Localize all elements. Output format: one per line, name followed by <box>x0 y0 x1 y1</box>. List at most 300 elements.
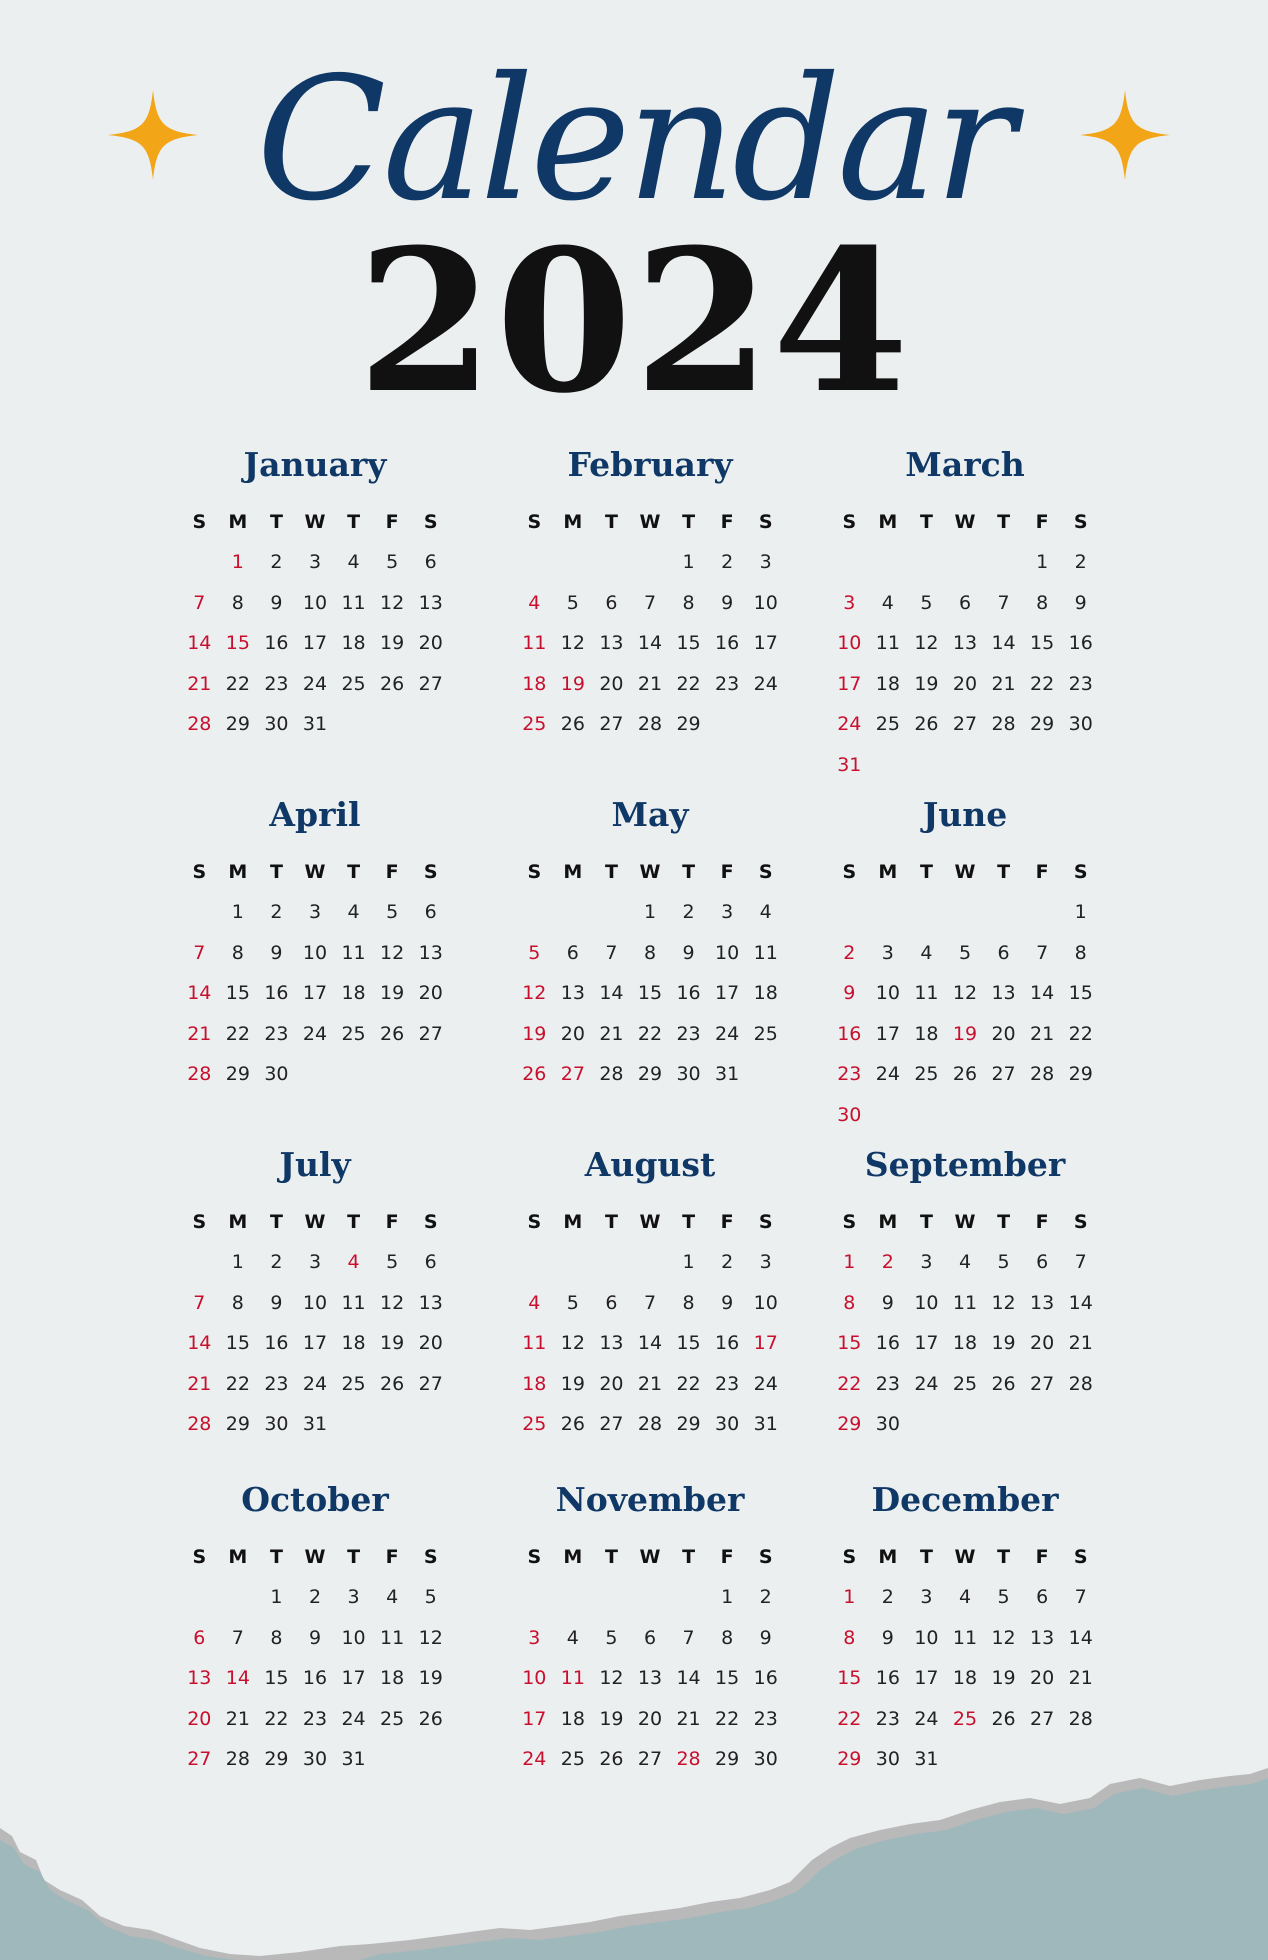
day-cell: 16 <box>875 1667 900 1689</box>
day-cell: 4 <box>347 901 360 923</box>
weekday-label: T <box>347 861 361 883</box>
day-cell: 11 <box>380 1626 405 1649</box>
day-cell: 7 <box>231 1626 244 1649</box>
day-cell: 30 <box>264 713 289 735</box>
holiday-day: 26 <box>522 1063 547 1085</box>
day-cell: 22 <box>225 1372 250 1395</box>
holiday-day: 28 <box>676 1748 701 1770</box>
day-cell: 23 <box>676 1022 701 1045</box>
torn-paper-decoration <box>0 1740 1268 1960</box>
day-cell: 21 <box>637 1372 663 1395</box>
day-cell: 19 <box>380 632 405 654</box>
weekday-label: T <box>997 861 1011 883</box>
day-cell: 4 <box>920 941 933 964</box>
holiday-day: 4 <box>347 1251 360 1273</box>
day-cell: 24 <box>302 1372 328 1395</box>
weekday-label: F <box>1035 511 1049 533</box>
day-cell: 3 <box>920 1586 933 1608</box>
day-cell: 27 <box>599 1413 624 1435</box>
empty-cell <box>631 542 670 583</box>
weekday-label: F <box>720 1211 734 1233</box>
day-cell: 24 <box>302 1022 328 1045</box>
day-cell: 8 <box>231 941 244 964</box>
weekday-label: M <box>878 511 898 533</box>
day-cell: 10 <box>753 1291 778 1314</box>
day-cell: 29 <box>676 1413 701 1435</box>
weekday-label: S <box>842 1211 857 1233</box>
day-cell: 31 <box>302 713 328 735</box>
weekday-label: F <box>720 511 734 533</box>
day-cell: 18 <box>952 1667 978 1689</box>
day-cell: 20 <box>418 982 443 1004</box>
day-cell: 16 <box>302 1667 328 1689</box>
empty-cell <box>180 1242 219 1283</box>
day-grid <box>180 1242 450 1445</box>
holiday-day: 4 <box>528 591 541 614</box>
month-november <box>515 1475 785 1780</box>
day-cell: 26 <box>991 1707 1016 1730</box>
day-cell: 20 <box>418 632 443 654</box>
weekday-label: M <box>563 861 583 883</box>
holiday-day: 17 <box>522 1707 547 1730</box>
page-title-script: Calendar <box>256 41 1012 239</box>
day-cell: 16 <box>264 632 289 654</box>
empty-cell <box>592 542 631 583</box>
holiday-day: 21 <box>187 1372 212 1395</box>
weekday-label: T <box>682 511 696 533</box>
day-cell: 19 <box>991 1332 1016 1354</box>
day-cell: 5 <box>566 1291 579 1314</box>
holiday-day: 18 <box>522 1372 547 1395</box>
day-cell: 8 <box>270 1626 283 1649</box>
day-grid <box>830 892 1100 1135</box>
empty-cell <box>869 892 908 933</box>
day-cell: 21 <box>637 672 663 695</box>
empty-cell <box>180 542 219 583</box>
day-cell: 4 <box>347 551 360 573</box>
weekday-label: T <box>347 511 361 533</box>
day-cell: 1 <box>643 901 657 923</box>
weekday-label: M <box>878 1546 898 1568</box>
day-cell: 18 <box>341 982 366 1004</box>
holiday-day: 14 <box>187 982 212 1004</box>
weekday-label: S <box>1073 511 1088 533</box>
day-cell: 27 <box>418 1022 443 1045</box>
weekday-label: T <box>682 861 696 883</box>
day-cell: 10 <box>875 982 900 1004</box>
day-cell: 6 <box>424 1251 437 1273</box>
day-cell: 13 <box>599 632 624 654</box>
day-cell: 17 <box>914 1667 939 1689</box>
weekday-label: T <box>269 1546 283 1568</box>
weekday-label: T <box>919 861 933 883</box>
weekday-label: M <box>228 1546 248 1568</box>
day-cell: 4 <box>386 1586 399 1608</box>
day-cell: 22 <box>637 1022 663 1045</box>
weekday-label: W <box>954 1211 976 1233</box>
empty-cell <box>554 1577 593 1618</box>
holiday-day: 25 <box>522 713 547 735</box>
day-cell: 20 <box>991 1022 1016 1045</box>
weekday-label: W <box>304 1546 326 1568</box>
weekday-label: S <box>423 1546 438 1568</box>
day-grid <box>180 542 450 745</box>
day-cell: 26 <box>991 1372 1016 1395</box>
holiday-day: 8 <box>843 1626 856 1649</box>
holiday-day: 10 <box>837 632 862 654</box>
day-cell: 20 <box>637 1707 663 1730</box>
day-cell: 13 <box>418 1291 443 1314</box>
day-cell: 9 <box>270 1291 283 1314</box>
month-january <box>180 440 450 745</box>
holiday-day: 28 <box>187 1063 212 1085</box>
weekday-label: M <box>228 511 248 533</box>
holiday-day: 14 <box>187 1332 212 1354</box>
day-cell: 18 <box>914 1022 939 1045</box>
day-cell: 3 <box>308 901 322 923</box>
day-cell: 18 <box>341 1332 366 1354</box>
day-cell: 20 <box>952 672 978 695</box>
day-cell: 24 <box>302 672 328 695</box>
day-cell: 12 <box>599 1667 624 1689</box>
day-cell: 31 <box>753 1413 778 1435</box>
empty-cell <box>554 542 593 583</box>
holiday-day: 14 <box>187 632 212 654</box>
empty-cell <box>830 892 869 933</box>
weekday-label: S <box>842 511 857 533</box>
holiday-day: 10 <box>522 1667 547 1689</box>
day-cell: 26 <box>560 713 585 735</box>
empty-cell <box>180 1577 219 1618</box>
empty-cell <box>592 892 631 933</box>
holiday-day: 30 <box>837 1103 862 1126</box>
day-cell: 8 <box>231 591 244 614</box>
day-cell: 15 <box>225 982 250 1004</box>
day-cell: 7 <box>1036 941 1049 964</box>
weekday-label: F <box>385 1211 399 1233</box>
day-cell: 3 <box>308 1251 322 1273</box>
day-cell: 1 <box>270 1586 283 1608</box>
day-cell: 21 <box>1068 1332 1093 1354</box>
day-grid <box>515 1242 785 1445</box>
day-cell: 25 <box>875 713 900 735</box>
empty-cell <box>907 542 946 583</box>
month-april <box>180 790 450 1095</box>
day-cell: 12 <box>418 1626 443 1649</box>
day-cell: 28 <box>637 713 663 735</box>
holiday-day: 24 <box>837 713 862 735</box>
weekday-label: M <box>878 1211 898 1233</box>
weekday-label: W <box>304 511 326 533</box>
day-cell: 5 <box>424 1586 437 1608</box>
day-cell: 21 <box>991 672 1016 695</box>
day-cell: 21 <box>1030 1022 1055 1045</box>
day-cell: 10 <box>341 1626 366 1649</box>
holiday-day: 12 <box>522 982 547 1004</box>
holiday-day: 22 <box>837 1372 862 1395</box>
day-cell: 9 <box>270 591 283 614</box>
holiday-day: 16 <box>837 1022 862 1045</box>
month-name: December <box>871 1480 1059 1519</box>
month-name: October <box>241 1480 389 1519</box>
day-cell: 13 <box>418 591 443 614</box>
empty-cell <box>1023 892 1062 933</box>
day-cell: 14 <box>637 632 663 654</box>
day-cell: 15 <box>637 982 663 1004</box>
empty-cell <box>219 1577 258 1618</box>
day-cell: 23 <box>264 1022 289 1045</box>
weekday-header <box>515 502 785 542</box>
day-cell: 20 <box>599 1372 624 1395</box>
weekday-header <box>830 502 1100 542</box>
weekday-label: M <box>228 1211 248 1233</box>
day-cell: 15 <box>715 1667 740 1689</box>
weekday-label: W <box>954 861 976 883</box>
weekday-label: S <box>192 1546 207 1568</box>
weekday-label: T <box>604 1546 618 1568</box>
day-cell: 8 <box>682 1291 695 1314</box>
day-cell: 9 <box>1074 591 1087 614</box>
day-cell: 23 <box>875 1707 900 1730</box>
day-cell: 24 <box>753 672 778 695</box>
day-cell: 30 <box>1068 713 1093 735</box>
weekday-label: S <box>527 511 542 533</box>
weekday-label: W <box>639 1546 661 1568</box>
day-cell: 17 <box>753 632 778 654</box>
day-grid <box>515 542 785 745</box>
day-cell: 17 <box>302 1332 328 1354</box>
day-cell: 20 <box>1030 1667 1055 1689</box>
weekday-label: S <box>192 511 207 533</box>
day-cell: 22 <box>1030 672 1055 695</box>
day-cell: 1 <box>1036 551 1049 573</box>
day-grid <box>515 892 785 1095</box>
day-cell: 22 <box>676 672 701 695</box>
day-cell: 16 <box>264 982 289 1004</box>
weekday-label: T <box>919 511 933 533</box>
holiday-day: 22 <box>837 1707 862 1730</box>
day-cell: 12 <box>560 1332 585 1354</box>
day-cell: 20 <box>1030 1332 1055 1354</box>
empty-cell <box>515 892 554 933</box>
weekday-label: T <box>347 1211 361 1233</box>
day-cell: 25 <box>341 1022 366 1045</box>
holiday-day: 15 <box>837 1332 862 1354</box>
day-cell: 15 <box>676 632 701 654</box>
day-cell: 26 <box>952 1063 978 1085</box>
weekday-header <box>830 1202 1100 1242</box>
holiday-day: 9 <box>843 982 856 1004</box>
day-cell: 2 <box>682 901 695 923</box>
day-cell: 7 <box>682 1626 695 1649</box>
day-cell: 1 <box>721 1586 734 1608</box>
holiday-day: 21 <box>187 672 212 695</box>
day-cell: 30 <box>264 1063 289 1085</box>
holiday-day: 27 <box>187 1748 212 1770</box>
day-cell: 12 <box>380 1291 405 1314</box>
day-cell: 5 <box>386 1251 399 1273</box>
empty-cell <box>984 892 1023 933</box>
day-cell: 30 <box>753 1748 778 1770</box>
weekday-label: F <box>1035 1211 1049 1233</box>
day-cell: 22 <box>264 1707 289 1730</box>
empty-cell <box>515 1577 554 1618</box>
weekday-header <box>515 1537 785 1577</box>
holiday-day: 2 <box>843 941 856 964</box>
holiday-day: 19 <box>560 672 585 695</box>
day-cell: 11 <box>753 941 778 964</box>
day-cell: 28 <box>225 1748 250 1770</box>
weekday-label: T <box>604 861 618 883</box>
weekday-label: M <box>228 861 248 883</box>
weekday-label: W <box>639 861 661 883</box>
day-cell: 23 <box>875 1372 900 1395</box>
day-cell: 23 <box>753 1707 778 1730</box>
day-cell: 17 <box>302 632 328 654</box>
day-cell: 14 <box>991 632 1016 654</box>
month-name: August <box>584 1145 716 1184</box>
day-cell: 5 <box>997 1251 1010 1273</box>
weekday-label: S <box>527 861 542 883</box>
day-cell: 3 <box>881 941 894 964</box>
day-cell: 18 <box>952 1332 978 1354</box>
day-cell: 16 <box>753 1667 778 1689</box>
holiday-day: 25 <box>522 1413 547 1435</box>
empty-cell <box>554 1242 593 1283</box>
day-cell: 25 <box>914 1063 939 1085</box>
day-cell: 31 <box>302 1413 328 1435</box>
day-cell: 15 <box>1030 632 1055 654</box>
day-cell: 10 <box>914 1626 939 1649</box>
day-cell: 1 <box>682 551 695 573</box>
weekday-label: T <box>604 1211 618 1233</box>
day-cell: 16 <box>715 1332 740 1354</box>
day-cell: 11 <box>952 1291 978 1314</box>
holiday-day: 28 <box>187 1413 212 1435</box>
day-cell: 6 <box>424 551 437 573</box>
month-name: January <box>243 445 387 484</box>
day-cell: 2 <box>308 1586 322 1608</box>
day-cell: 7 <box>1074 1586 1087 1608</box>
day-cell: 16 <box>715 632 740 654</box>
day-cell: 13 <box>991 982 1016 1004</box>
day-cell: 9 <box>308 1626 322 1649</box>
day-cell: 8 <box>721 1626 734 1649</box>
weekday-header <box>830 852 1100 892</box>
holiday-day: 14 <box>225 1667 250 1689</box>
weekday-label: S <box>842 1546 857 1568</box>
month-december <box>830 1475 1100 1780</box>
holiday-day: 6 <box>193 1626 206 1649</box>
weekday-label: T <box>604 511 618 533</box>
holiday-day: 28 <box>187 713 212 735</box>
weekday-label: F <box>385 861 399 883</box>
day-cell: 18 <box>753 982 778 1004</box>
day-cell: 9 <box>682 941 695 964</box>
day-cell: 29 <box>225 1413 250 1435</box>
day-cell: 24 <box>753 1372 778 1395</box>
empty-cell <box>907 892 946 933</box>
holiday-day: 27 <box>560 1063 585 1085</box>
day-grid <box>830 542 1100 785</box>
day-cell: 28 <box>1030 1063 1055 1085</box>
holiday-day: 20 <box>187 1707 212 1730</box>
weekday-label: S <box>423 511 438 533</box>
day-cell: 29 <box>637 1063 663 1085</box>
day-cell: 7 <box>643 591 657 614</box>
day-cell: 3 <box>308 551 322 573</box>
day-cell: 31 <box>715 1063 740 1085</box>
day-cell: 13 <box>1030 1626 1055 1649</box>
day-cell: 19 <box>418 1667 443 1689</box>
month-march <box>830 440 1100 785</box>
holiday-day: 11 <box>560 1667 585 1689</box>
weekday-label: S <box>527 1211 542 1233</box>
day-cell: 18 <box>560 1707 585 1730</box>
weekday-label: T <box>997 1211 1011 1233</box>
day-cell: 27 <box>418 1372 443 1395</box>
day-cell: 9 <box>721 1291 734 1314</box>
weekday-label: T <box>997 511 1011 533</box>
day-cell: 12 <box>560 632 585 654</box>
weekday-label: M <box>563 1546 583 1568</box>
holiday-day: 4 <box>528 1291 541 1314</box>
day-cell: 2 <box>721 551 734 573</box>
day-cell: 4 <box>566 1626 579 1649</box>
day-cell: 28 <box>991 713 1016 735</box>
weekday-label: F <box>720 861 734 883</box>
holiday-day: 19 <box>522 1022 547 1045</box>
day-cell: 22 <box>225 1022 250 1045</box>
day-cell: 18 <box>341 632 366 654</box>
weekday-label: F <box>1035 1546 1049 1568</box>
holiday-day: 11 <box>522 632 547 654</box>
empty-cell <box>830 542 869 583</box>
day-cell: 21 <box>225 1707 250 1730</box>
day-cell: 9 <box>881 1626 894 1649</box>
day-cell: 10 <box>715 941 740 964</box>
weekday-header <box>180 502 450 542</box>
day-cell: 14 <box>1068 1626 1093 1649</box>
month-name: April <box>269 795 361 834</box>
day-cell: 6 <box>958 591 972 614</box>
weekday-label: F <box>385 1546 399 1568</box>
day-cell: 24 <box>914 1707 939 1730</box>
holiday-day: 21 <box>187 1022 212 1045</box>
day-cell: 8 <box>682 591 695 614</box>
weekday-label: S <box>1073 1546 1088 1568</box>
day-cell: 13 <box>952 632 978 654</box>
day-cell: 14 <box>1030 982 1055 1004</box>
day-cell: 26 <box>418 1707 443 1730</box>
day-cell: 20 <box>418 1332 443 1354</box>
day-cell: 19 <box>560 1372 585 1395</box>
day-cell: 8 <box>231 1291 244 1314</box>
weekday-label: F <box>1035 861 1049 883</box>
day-cell: 14 <box>599 982 624 1004</box>
day-cell: 6 <box>997 941 1010 964</box>
month-name: November <box>555 1480 745 1519</box>
day-cell: 6 <box>605 1291 618 1314</box>
day-cell: 9 <box>881 1291 894 1314</box>
day-cell: 12 <box>380 941 405 964</box>
day-cell: 19 <box>914 672 939 695</box>
day-cell: 12 <box>380 591 405 614</box>
weekday-label: T <box>269 1211 283 1233</box>
day-cell: 26 <box>560 1413 585 1435</box>
day-cell: 30 <box>715 1413 740 1435</box>
day-cell: 6 <box>1036 1586 1049 1608</box>
